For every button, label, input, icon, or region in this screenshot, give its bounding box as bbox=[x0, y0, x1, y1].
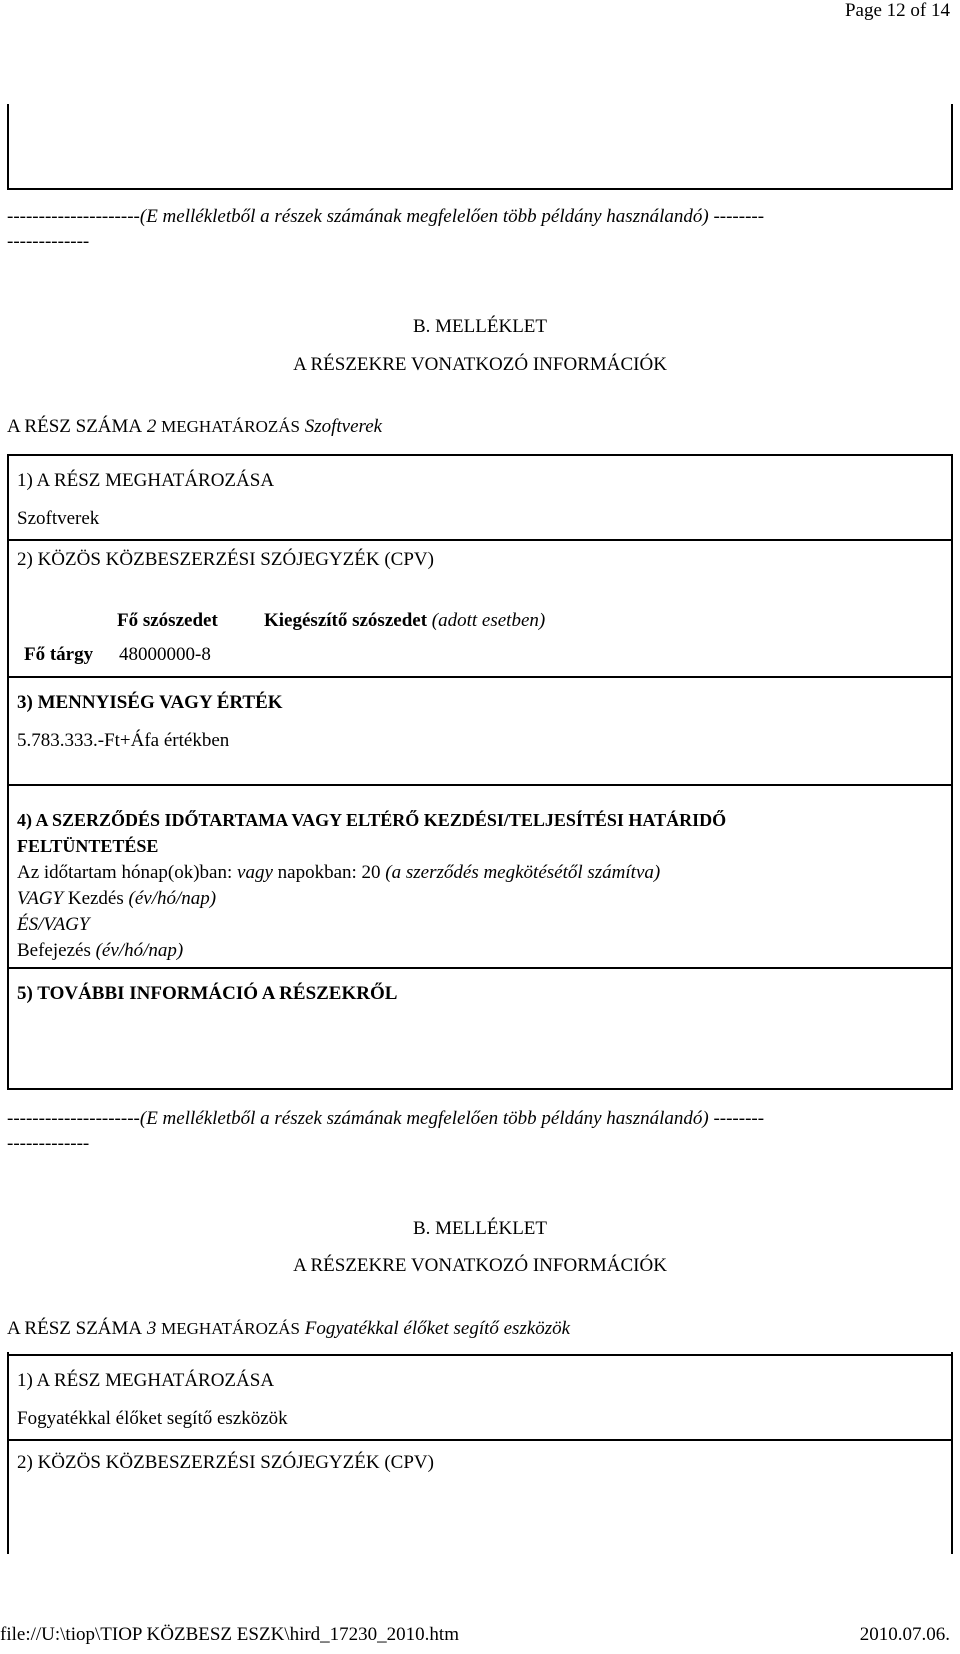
divider bbox=[7, 967, 953, 969]
section-4-title-2: FELTÜNTETÉSE bbox=[17, 836, 159, 856]
duration-line: Az időtartam hónap(ok)ban: vagy napokban: 20 (a szerződés megkötésétől számítva) bbox=[17, 862, 661, 883]
cpv-main-header: Fő szószedet bbox=[117, 610, 218, 631]
cpv-main-code: 48000000-8 bbox=[119, 644, 211, 665]
section-4-title: 4) A SZERZŐDÉS IDŐTARTAMA VAGY ELTÉRŐ KEZDÉSI/TELJESÍTÉSI HATÁRIDŐ bbox=[17, 810, 727, 830]
page-number: Page 12 of 14 bbox=[844, 0, 950, 21]
annex-title: B. MELLÉKLET bbox=[412, 316, 548, 337]
separator-line-2: ------------- bbox=[7, 1133, 90, 1154]
section-1-value: Szoftverek bbox=[17, 508, 100, 529]
divider bbox=[7, 784, 953, 786]
divider bbox=[7, 539, 953, 541]
footer-path: file://U:\tiop\TIOP KÖZBESZ ESZK\hird_17230_2010.htm bbox=[0, 1624, 459, 1645]
section-1-value: Fogyatékkal élőket segítő eszközök bbox=[17, 1408, 288, 1429]
box-border-bottom bbox=[7, 188, 953, 190]
annex-title: B. MELLÉKLET bbox=[412, 1218, 548, 1239]
annex-subtitle: A RÉSZEKRE VONATKOZÓ INFORMÁCIÓK bbox=[293, 1255, 667, 1276]
footer-date: 2010.07.06. bbox=[859, 1624, 950, 1645]
section-3-title: 3) MENNYISÉG VAGY ÉRTÉK bbox=[17, 692, 283, 713]
box-border-right bbox=[951, 104, 953, 190]
es-vagy-text: ÉS/VAGY bbox=[17, 914, 90, 935]
separator-line-2: ------------- bbox=[7, 231, 90, 252]
section-2-title: 2) KÖZÖS KÖZBESZERZÉSI SZÓJEGYZÉK (CPV) bbox=[17, 549, 434, 570]
separator-line: ---------------------(E mellékletből a részek számának megfelelően több példány használandó) -------- bbox=[7, 206, 765, 227]
cpv-supplementary-header: Kiegészítő szószedet (adott esetben) bbox=[264, 610, 546, 631]
section-1-title: 1) A RÉSZ MEGHATÁROZÁSA bbox=[17, 470, 275, 491]
box-border-left bbox=[7, 1354, 9, 1544]
cpv-main-label: Fő tárgy bbox=[24, 644, 94, 665]
box-border-right bbox=[951, 1354, 953, 1544]
section-2-title: 2) KÖZÖS KÖZBESZERZÉSI SZÓJEGYZÉK (CPV) bbox=[17, 1452, 434, 1473]
divider bbox=[7, 676, 953, 678]
section-5-title: 5) TOVÁBBI INFORMÁCIÓ A RÉSZEKRŐL bbox=[17, 983, 398, 1004]
separator-line: ---------------------(E mellékletből a részek számának megfelelően több példány használandó) -------- bbox=[7, 1108, 765, 1129]
box-border-top bbox=[7, 1354, 953, 1356]
start-date-line: VAGY Kezdés (év/hó/nap) bbox=[17, 888, 217, 909]
section-3-value: 5.783.333.-Ft+Áfa értékben bbox=[17, 730, 230, 751]
part-number-line: A RÉSZ SZÁMA 2 MEGHATÁROZÁS Szoftverek bbox=[7, 416, 383, 437]
box-border-left bbox=[7, 104, 9, 190]
divider bbox=[7, 1439, 953, 1441]
annex-subtitle: A RÉSZEKRE VONATKOZÓ INFORMÁCIÓK bbox=[293, 354, 667, 375]
part-number-line: A RÉSZ SZÁMA 3 MEGHATÁROZÁS Fogyatékkal élőket segítő eszközök bbox=[7, 1318, 571, 1339]
end-date-line: Befejezés (év/hó/nap) bbox=[17, 940, 184, 961]
section-1-title: 1) A RÉSZ MEGHATÁROZÁSA bbox=[17, 1370, 275, 1391]
